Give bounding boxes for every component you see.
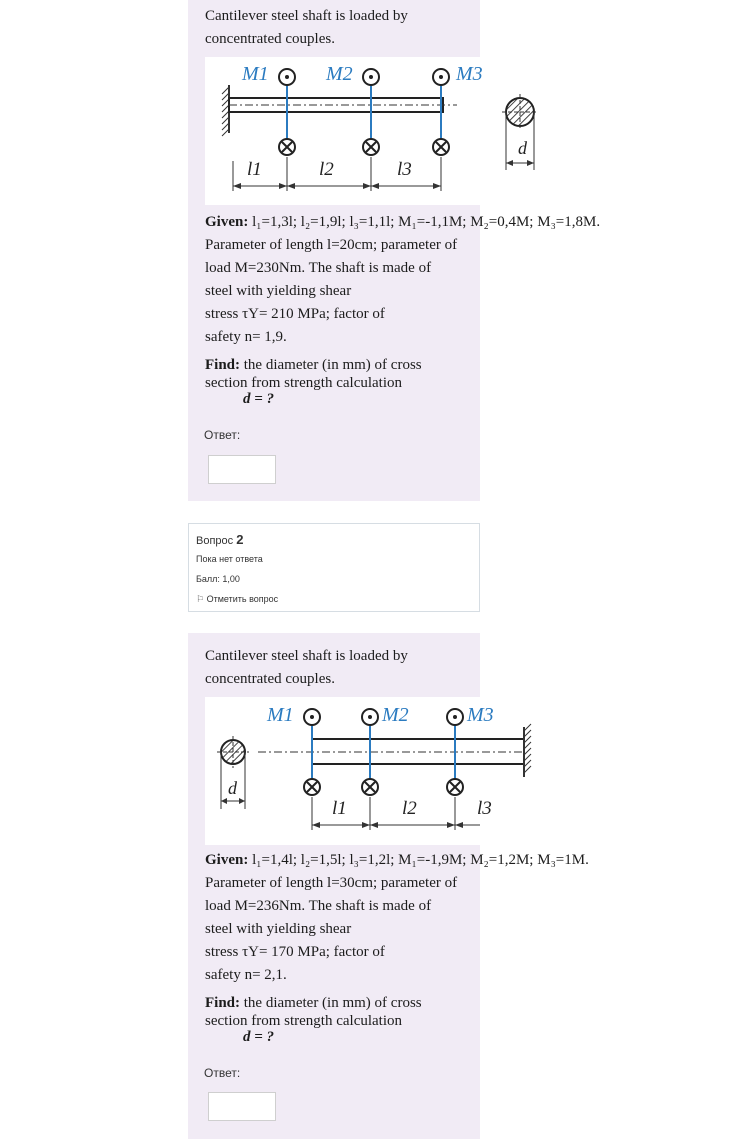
- given-line: steel with yielding shear: [205, 283, 352, 299]
- intro-line: Cantilever steel shaft is loaded by: [205, 648, 408, 664]
- shaft-diagram: [205, 697, 494, 840]
- unknown-label: d = ?: [243, 391, 275, 407]
- question-status: Пока нет ответа: [196, 554, 263, 564]
- given-label: Given:: [205, 852, 253, 868]
- given-line: stress τY= 210 MPa; factor of: [205, 306, 385, 322]
- given-line: Parameter of length l=30cm; parameter of: [205, 875, 458, 891]
- flag-question-link[interactable]: [196, 594, 278, 605]
- diameter-label: d: [518, 138, 527, 158]
- fixed-support: [524, 724, 531, 777]
- find-label: Find:: [205, 357, 241, 373]
- answer-label: Ответ:: [204, 1066, 241, 1080]
- given-values: l₁=1,4l; l₂=1,5l; l₃=1,2l; M₁=-1,9M; M₂=1,2M; M₃=1M.: [252, 852, 589, 868]
- question-2-figure: [205, 697, 494, 845]
- diameter-label: d: [228, 778, 237, 798]
- length-label-l1: l1: [332, 798, 347, 819]
- given-line: load M=230Nm. The shaft is made of: [205, 260, 432, 276]
- given-label: Given:: [205, 214, 253, 230]
- cross-section-figure: [217, 736, 249, 809]
- find-line: section from strength calculation: [205, 375, 403, 391]
- question-score: Балл: 1,00: [196, 574, 240, 584]
- question-2-text: [205, 645, 408, 691]
- unknown-label: d = ?: [243, 1029, 275, 1045]
- question-prefix: Вопрос: [196, 535, 234, 547]
- given-line: [205, 849, 589, 872]
- given-line: load M=236Nm. The shaft is made of: [205, 898, 432, 914]
- given-line: safety n= 1,9.: [205, 329, 287, 345]
- cross-section-figure: [490, 90, 550, 175]
- length-label-l3: l3: [397, 159, 412, 180]
- find-text: [205, 994, 422, 1030]
- question-1-figure: [205, 57, 483, 205]
- flag-icon: ⚐: [196, 594, 205, 604]
- moment-label-m3: M3: [467, 704, 494, 726]
- intro-line: concentrated couples.: [205, 671, 335, 687]
- question-1-text: [205, 5, 408, 51]
- fixed-support: [222, 85, 229, 136]
- answer-input[interactable]: [208, 455, 276, 484]
- question-info-box: [188, 523, 480, 612]
- flag-label: Отметить вопрос: [206, 594, 279, 604]
- moment-label-m1: M1: [242, 63, 269, 85]
- question-number: 2: [236, 532, 244, 547]
- length-label-l2: l2: [319, 159, 334, 180]
- question-number-row: [196, 532, 243, 547]
- shaft-diagram: [205, 57, 483, 205]
- given-line: safety n= 2,1.: [205, 967, 287, 983]
- length-label-l3: l3: [477, 798, 492, 819]
- find-line: the diameter (in mm) of cross: [240, 995, 422, 1011]
- length-label-l1: l1: [247, 159, 262, 180]
- answer-input[interactable]: [208, 1092, 276, 1121]
- find-text: [205, 356, 422, 392]
- find-line: the diameter (in mm) of cross: [240, 357, 422, 373]
- answer-label: Ответ:: [204, 428, 241, 442]
- given-line: stress τY= 170 MPa; factor of: [205, 944, 385, 960]
- given-line: Parameter of length l=20cm; parameter of: [205, 237, 458, 253]
- length-label-l2: l2: [402, 798, 417, 819]
- moment-label-m2: M2: [382, 704, 409, 726]
- given-values: l₁=1,3l; l₂=1,9l; l₃=1,1l; M₁=-1,1M; M₂=0,4M; M₃=1,8M.: [252, 214, 601, 230]
- intro-line: concentrated couples.: [205, 31, 335, 47]
- moment-label-m1: M1: [267, 704, 294, 726]
- given-line: [205, 211, 600, 234]
- intro-line: Cantilever steel shaft is loaded by: [205, 8, 408, 24]
- find-line: section from strength calculation: [205, 1013, 403, 1029]
- find-label: Find:: [205, 995, 241, 1011]
- given-line: steel with yielding shear: [205, 921, 352, 937]
- moment-label-m2: M2: [326, 63, 353, 85]
- moment-label-m3: M3: [456, 63, 483, 85]
